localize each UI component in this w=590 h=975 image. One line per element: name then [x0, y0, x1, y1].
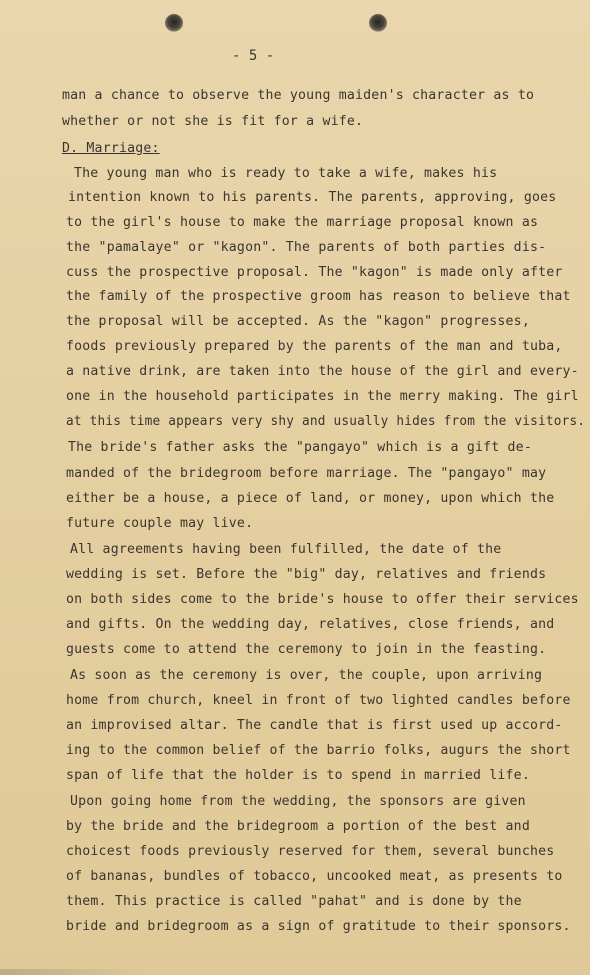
text-line-12: a native drink, are taken into the house of the girl and every- [66, 364, 579, 379]
text-line-18: future couple may live. [66, 516, 254, 531]
text-line-24: As soon as the ceremony is over, the couple, upon arriving [70, 668, 543, 683]
text-line-9: the family of the prospective groom has reason to believe that [66, 289, 571, 304]
text-line-7: the "pamalaye" or "kagon". The parents of both parties dis- [66, 240, 547, 255]
text-line-4: The young man who is ready to take a wife, makes his [74, 166, 498, 181]
text-line-2: whether or not she is fit for a wife. [62, 114, 364, 129]
text-line-26: an improvised altar. The candle that is first used up accord- [66, 718, 563, 733]
text-line-15: The bride's father asks the "pangayo" which is a gift de- [68, 440, 532, 455]
text-line-8: cuss the prospective proposal. The "kagon" is made only after [66, 265, 563, 280]
punch-hole-left [165, 14, 183, 32]
text-line-11: foods previously prepared by the parents of the man and tuba, [66, 339, 563, 354]
text-line-33: them. This practice is called "pahat" and is done by the [66, 894, 522, 909]
text-line-1: man a chance to observe the young maiden's character as to [62, 88, 535, 103]
text-line-19: All agreements having been fulfilled, the date of the [70, 542, 502, 557]
page-number: - 5 - [232, 48, 275, 64]
text-line-32: of bananas, bundles of tobacco, uncooked meat, as presents to [66, 869, 563, 884]
punch-hole-right [369, 14, 387, 32]
text-line-14: at this time appears very shy and usually hides from the visitors. [66, 414, 586, 429]
text-line-6: to the girl's house to make the marriage proposal known as [66, 215, 539, 230]
text-line-25: home from church, kneel in front of two lighted candles before [66, 693, 571, 708]
text-line-21: on both sides come to the bride's house to offer their services [66, 592, 579, 607]
text-line-10: the proposal will be accepted. As the "kagon" progresses, [66, 314, 530, 329]
text-line-34: bride and bridegroom as a sign of gratitude to their sponsors. [66, 919, 571, 934]
scan-edge-mark [0, 969, 150, 975]
text-line-13: one in the household participates in the merry making. The girl [66, 389, 579, 404]
text-line-16: manded of the bridegroom before marriage. The "pangayo" may [66, 466, 547, 481]
text-line-29: Upon going home from the wedding, the sponsors are given [70, 794, 526, 809]
text-line-17: either be a house, a piece of land, or money, upon which the [66, 491, 555, 506]
text-line-20: wedding is set. Before the "big" day, relatives and friends [66, 567, 547, 582]
text-line-22: and gifts. On the wedding day, relatives, close friends, and [66, 617, 555, 632]
text-line-5: intention known to his parents. The parents, approving, goes [68, 190, 557, 205]
text-line-27: ing to the common belief of the barrio folks, augurs the short [66, 743, 571, 758]
text-line-30: by the bride and the bridegroom a portion of the best and [66, 819, 530, 834]
text-line-31: choicest foods previously reserved for them, several bunches [66, 844, 555, 859]
text-line-28: span of life that the holder is to spend in married life. [66, 768, 530, 783]
section-heading-marriage: D. Marriage: [62, 141, 160, 156]
text-line-23: guests come to attend the ceremony to join in the feasting. [66, 642, 547, 657]
